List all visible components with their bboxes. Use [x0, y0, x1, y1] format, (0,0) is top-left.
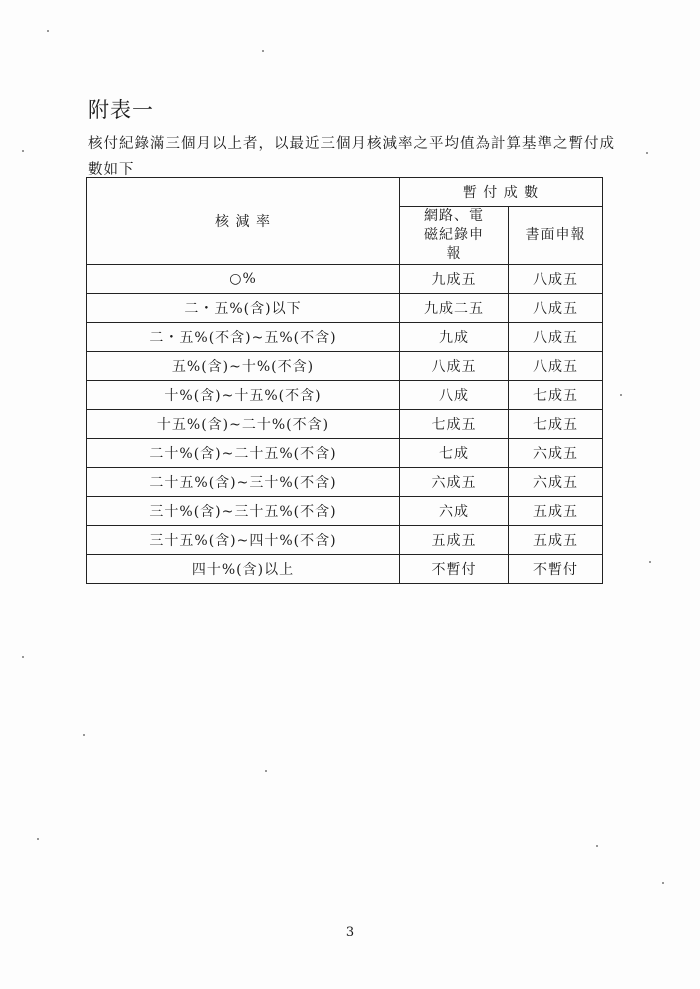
table-row — [87, 526, 603, 555]
network-cell: 九成 — [400, 323, 509, 352]
table-row — [87, 468, 603, 497]
table-row — [87, 323, 603, 352]
rate-cell: 二・五%(不含)~五%(不含) — [87, 323, 400, 352]
page-number: 3 — [345, 925, 355, 940]
scan-speck — [83, 734, 85, 736]
network-cell: 九成二五 — [400, 294, 509, 323]
network-cell: 七成五 — [400, 410, 509, 439]
rate-cell: 二・五%(含)以下 — [87, 294, 400, 323]
table-row — [87, 410, 603, 439]
network-cell: 八成五 — [400, 352, 509, 381]
paper-cell: 七成五 — [509, 381, 603, 410]
network-cell: 七成 — [400, 439, 509, 468]
scan-speck — [262, 50, 264, 52]
scan-speck — [596, 845, 598, 847]
network-cell: 五成五 — [400, 526, 509, 555]
rate-cell: 二十五%(含)~三十%(不含) — [87, 468, 400, 497]
network-cell: 八成 — [400, 381, 509, 410]
network-cell: 九成五 — [400, 265, 509, 294]
header-advance-ratio: 暫 付 成 數 — [400, 178, 603, 207]
paper-cell: 八成五 — [509, 352, 603, 381]
page-title: 附表一 — [88, 98, 154, 122]
paper-cell: 不暫付 — [509, 555, 603, 584]
header-network-filing-label: 網路、電磁紀錄申報 — [424, 208, 484, 262]
paper-cell: 六成五 — [509, 439, 603, 468]
paper-cell: 六成五 — [509, 468, 603, 497]
scan-speck — [649, 561, 651, 563]
scan-speck — [265, 770, 267, 772]
table-row — [87, 294, 603, 323]
rate-cell: 二十%(含)~二十五%(不含) — [87, 439, 400, 468]
table-row — [87, 265, 603, 294]
rate-cell: 三十五%(含)~四十%(不含) — [87, 526, 400, 555]
rate-cell: ○% — [87, 265, 400, 294]
network-cell: 六成五 — [400, 468, 509, 497]
deduction-rate-table — [86, 177, 603, 584]
description-text: 核付紀錄滿三個月以上者，以最近三個月核減率之平均值為計算基準之暫付成數如下 — [88, 136, 615, 178]
paper-cell: 五成五 — [509, 497, 603, 526]
scan-speck — [22, 656, 24, 658]
network-cell: 不暫付 — [400, 555, 509, 584]
scan-speck — [37, 838, 39, 840]
table-row — [87, 555, 603, 584]
table-row — [87, 439, 603, 468]
scan-speck — [47, 30, 49, 32]
table-row — [87, 381, 603, 410]
rate-cell: 十五%(含)~二十%(不含) — [87, 410, 400, 439]
table-row — [87, 497, 603, 526]
paper-cell: 八成五 — [509, 323, 603, 352]
paper-cell: 八成五 — [509, 265, 603, 294]
header-paper-filing: 書面申報 — [509, 207, 603, 265]
paper-cell: 七成五 — [509, 410, 603, 439]
table-row — [87, 352, 603, 381]
scan-speck — [662, 882, 664, 884]
scan-speck — [646, 152, 648, 154]
header-network-filing — [400, 207, 509, 265]
scan-speck — [620, 394, 622, 396]
paper-cell: 八成五 — [509, 294, 603, 323]
rate-cell: 五%(含)~十%(不含) — [87, 352, 400, 381]
rate-cell: 四十%(含)以上 — [87, 555, 400, 584]
paper-cell: 五成五 — [509, 526, 603, 555]
header-deduction-rate: 核 減 率 — [87, 178, 400, 265]
scan-speck — [22, 150, 24, 152]
rate-cell: 三十%(含)~三十五%(不含) — [87, 497, 400, 526]
network-cell: 六成 — [400, 497, 509, 526]
rate-cell: 十%(含)~十五%(不含) — [87, 381, 400, 410]
